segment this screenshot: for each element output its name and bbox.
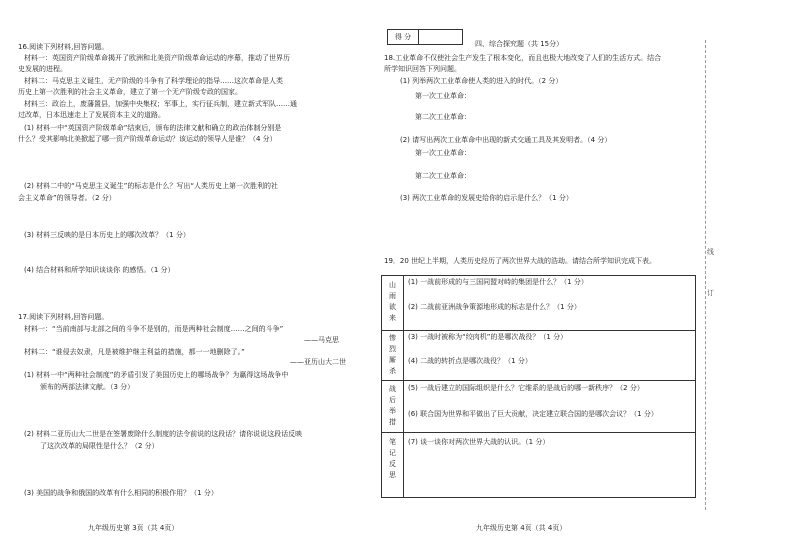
q16-material2-line1: 材料二：马克思主义诞生，无产阶级的斗争有了科学理论的指导……这次革命是人类 <box>24 77 283 85</box>
table-row-item: (4) 二战的转折点是哪次战役？（1 分） <box>408 357 532 365</box>
q18-sub3: (3) 两次工业革命的发展史给你的启示是什么？（1 分） <box>400 194 573 202</box>
q17-sub3: (3) 美国的战争和俄国的改革有什么相同的积极作用？（1 分） <box>24 489 218 497</box>
left-footer: 九年级历史第 3页（共 4页） <box>88 524 179 532</box>
table-row-category: 笔 记 反 思 <box>389 438 396 479</box>
binding-line <box>705 40 707 510</box>
q18-intro-line1: 18.工业革命不仅使社会生产发生了根本变化，而且也极大地改变了人们的生活方式。结合 <box>384 54 662 62</box>
q16-material3-line1: 材料三：政治上，废藩置县，加强中央集权；军事上，实行征兵制，建立新式军队……通 <box>24 100 297 108</box>
q16-material2-line2: 历史上第一次胜利的社会主义革命，建立了第一个无产阶级专政的国家。 <box>18 88 242 96</box>
score-box <box>387 29 463 45</box>
q18-sub1: (1) 列举两次工业革命使人类的进入的时代。（2 分） <box>400 77 563 85</box>
q17-sub1-line2: 颁布的两部法律文献。（3 分） <box>40 383 135 391</box>
q16-material3-line2: 过改革，日本迅速走上了发展资本主义的道路。 <box>18 111 165 119</box>
table-row-item: (5) 一战后建立的国际组织是什么？它维系的是战后的哪一新秩序？（2 分） <box>408 384 644 392</box>
q18-second2: 第二次工业革命： <box>415 172 471 180</box>
table-row-item: (1) 一战前形成的与三国同盟对峙的集团是什么？（1 分） <box>408 278 588 286</box>
q16-intro: 16.阅读下列材料,回答问题。 <box>18 43 109 51</box>
q17-intro: 17.阅读下列材料,回答问题。 <box>18 313 109 321</box>
q17-sub2-line1: (2) 材料二亚历山大二世是在签署废除什么制度的法令前说的这段话？请你说说这段话反映 <box>24 430 303 438</box>
table-row-divider <box>382 380 695 381</box>
q17-material1: 材料一：“当前南部与北部之间的斗争不是别的，而是两种社会制度……之间的斗争” <box>24 325 284 333</box>
q17-sub2-line2: 了这次改革的局限性是什么？（2 分） <box>40 442 159 450</box>
q17-material2: 材料二：“谁侵去奴隶，凡是被维护继主利益的措施，都一一地删除了。” <box>24 348 245 356</box>
q18-second1: 第二次工业革命： <box>415 113 471 121</box>
q16-sub1-line2: 什么？受其影响北美掀起了哪一资产阶级革命运动？该运动的领导人是谁？（4 分） <box>18 135 277 143</box>
margin-char-bind: 订 <box>707 289 714 297</box>
section-title: 四、综合探究题（共 15分） <box>475 40 564 48</box>
q18-intro-line2: 所学知识回答下列问题。 <box>384 65 461 73</box>
left-page <box>0 0 394 559</box>
table-row-item: (2) 二战前亚洲战争策源地形成的标志是什么？（1 分） <box>408 303 581 311</box>
q17-material2-source: ——亚历山大二世 <box>290 358 346 366</box>
table-row-divider <box>382 330 695 331</box>
q17-sub1-line1: (1) 材料一中“两种社会制度”的矛盾引发了美国历史上的哪场战争？为赢得这场战争中 <box>24 371 289 379</box>
q18-sub2: (2) 请写出两次工业革命中出现的新式交通工具及其发明者。（4 分） <box>400 136 612 144</box>
q16-sub1-line1: (1) 材料一中“英国资产阶级革命”结束后，颁布的法律文献和确立的政治体制分别是 <box>24 124 282 132</box>
q19-intro: 19．20 世纪上半期，人类历史经历了两次世界大战的浩劫。请结合所学知识完成下表。 <box>384 257 657 265</box>
q16-sub2-line2: 会主义革命”的领导者。（2 分） <box>18 194 116 202</box>
table-row-item: (3) 一战时被称为“绞肉机”的是哪次战役？（1 分） <box>408 333 568 341</box>
table-row-category: 战 后 举 措 <box>389 385 396 426</box>
q16-material1-line2: 史发展的进程。 <box>18 65 67 73</box>
q19-table <box>381 275 696 498</box>
q16-sub3: (3) 材料三反映的是日本历史上的哪次改革？（1 分） <box>24 231 190 239</box>
table-row-category: 山 雨 欲 来 <box>389 281 396 322</box>
q18-first2: 第一次工业革命： <box>415 149 471 157</box>
q16-sub4: (4) 结合材料和所学知识谈谈你 的感悟。（1 分） <box>24 266 175 274</box>
margin-char-line: 线 <box>707 248 714 256</box>
table-row-divider <box>382 432 695 433</box>
q16-material1-line1: 材料一：英国资产阶级革命揭开了欧洲和北美资产阶级革命运动的序幕，推动了世界历 <box>24 54 290 62</box>
q16-sub2-line1: (2) 材料二中的“马克思主义诞生”的标志是什么？写出“人类历史上第一次胜利的社 <box>24 182 279 190</box>
table-divider <box>403 276 404 497</box>
table-row-category: 惨 烈 厮 杀 <box>389 334 396 375</box>
q18-first1: 第一次工业革命： <box>415 92 471 100</box>
score-label: 得 分 <box>388 30 419 44</box>
table-row-item: (7) 谈一谈你对两次世界大战的认识。（1 分） <box>408 438 550 446</box>
q17-material1-source: ——马克思 <box>304 336 339 344</box>
table-row-item: (6) 联合国为世界和平做出了巨大贡献，决定建立联合国的是哪次会议？（1 分） <box>408 410 658 418</box>
right-footer: 九年级历史第 4页（共 4页） <box>476 524 567 532</box>
